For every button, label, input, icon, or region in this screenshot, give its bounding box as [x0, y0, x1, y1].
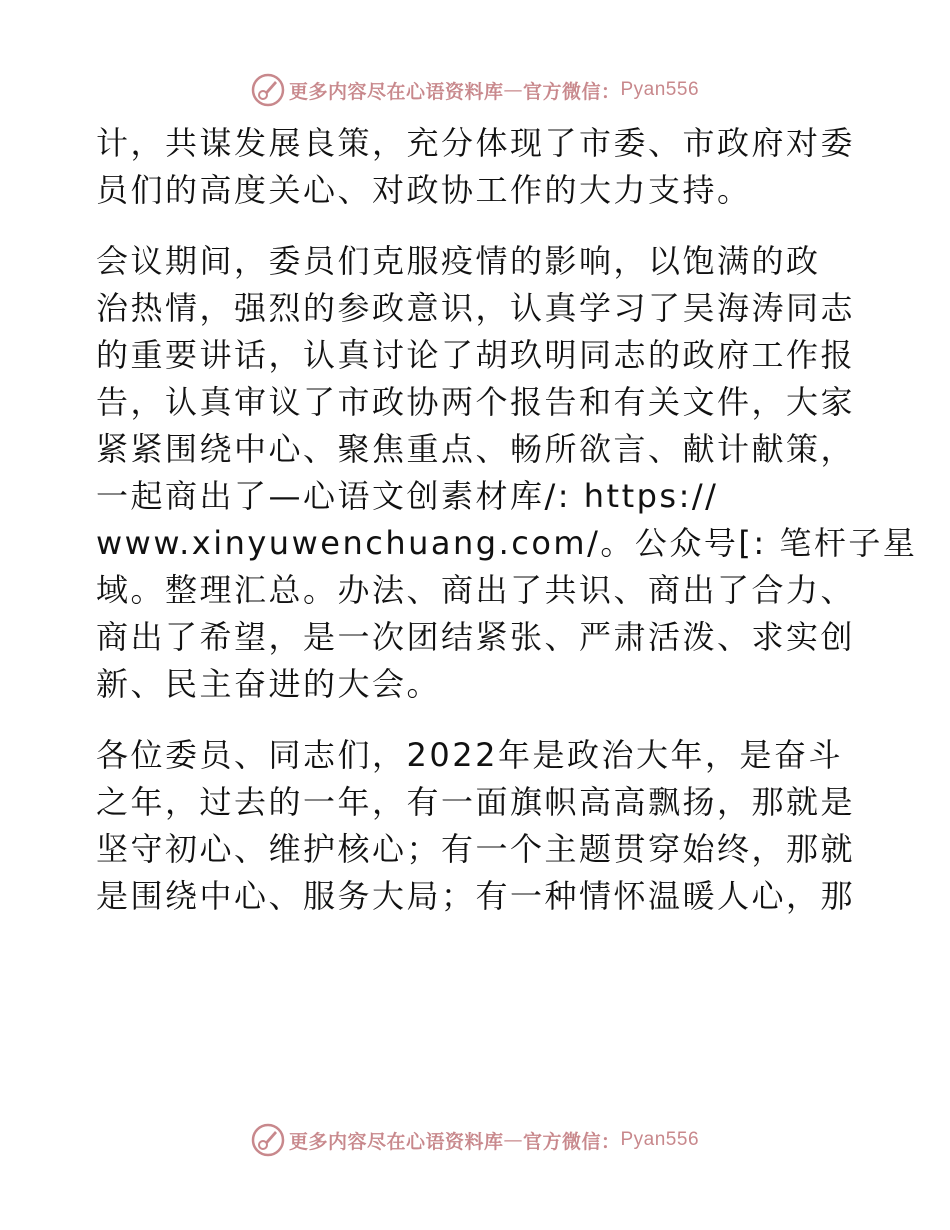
- watermark-text: 更多内容尽在心语资料库: [288, 80, 504, 103]
- text-line: 各位委员、同志们，2022年是政治大年，是奋斗: [96, 736, 843, 774]
- watermark-text: 更多内容尽在心语资料库: [288, 1130, 504, 1153]
- watermark-dash: —: [503, 1129, 523, 1151]
- text-line: 计，共谋发展良策，充分体现了市委、市政府对委: [96, 124, 856, 162]
- text-line: 会议期间，委员们克服疫情的影响，以饱满的政: [96, 242, 821, 280]
- watermark-wechat-id: Pyan556: [620, 79, 700, 100]
- text-line: 治热情，强烈的参政意识，认真学习了吴海涛同志: [96, 289, 856, 327]
- quill-logo-icon: [251, 1123, 285, 1157]
- header-watermark: [0, 70, 950, 110]
- quill-logo-icon: [251, 73, 285, 107]
- text-line: 坚守初心、维护核心；有一个主题贯穿始终，那就: [96, 830, 856, 868]
- watermark-wechat-label: 官方微信：: [522, 1130, 621, 1153]
- text-line: 域。整理汇总。办法、商出了共识、商出了合力、: [96, 571, 856, 609]
- text-line: 商出了希望，是一次团结紧张、严肃活泼、求实创: [96, 618, 856, 656]
- footer-watermark: [0, 1120, 950, 1160]
- text-line: 员们的高度关心、对政协工作的大力支持。: [96, 171, 752, 209]
- text-line: 告，认真审议了市政协两个报告和有关文件，大家: [96, 383, 856, 421]
- document-body: [96, 120, 918, 920]
- text-line: 新、民主奋进的大会。: [96, 665, 442, 703]
- text-line: 的重要讲话，认真讨论了胡玖明同志的政府工作报: [96, 336, 856, 374]
- text-line: 是围绕中心、服务大局；有一种情怀温暖人心，那: [96, 877, 856, 915]
- watermark-wechat-id: Pyan556: [620, 1129, 700, 1150]
- text-line: www.xinyuwenchuang.com/。公众号[: 笔杆子星: [96, 524, 918, 562]
- watermark-wechat-label: 官方微信：: [522, 80, 621, 103]
- text-line: 紧紧围绕中心、聚焦重点、畅所欲言、献计献策，: [96, 430, 856, 468]
- text-line: 一起商出了—心语文创素材库/: https://: [96, 477, 719, 515]
- watermark-dash: —: [503, 79, 523, 101]
- text-line: 之年，过去的一年，有一面旗帜高高飘扬，那就是: [96, 783, 856, 821]
